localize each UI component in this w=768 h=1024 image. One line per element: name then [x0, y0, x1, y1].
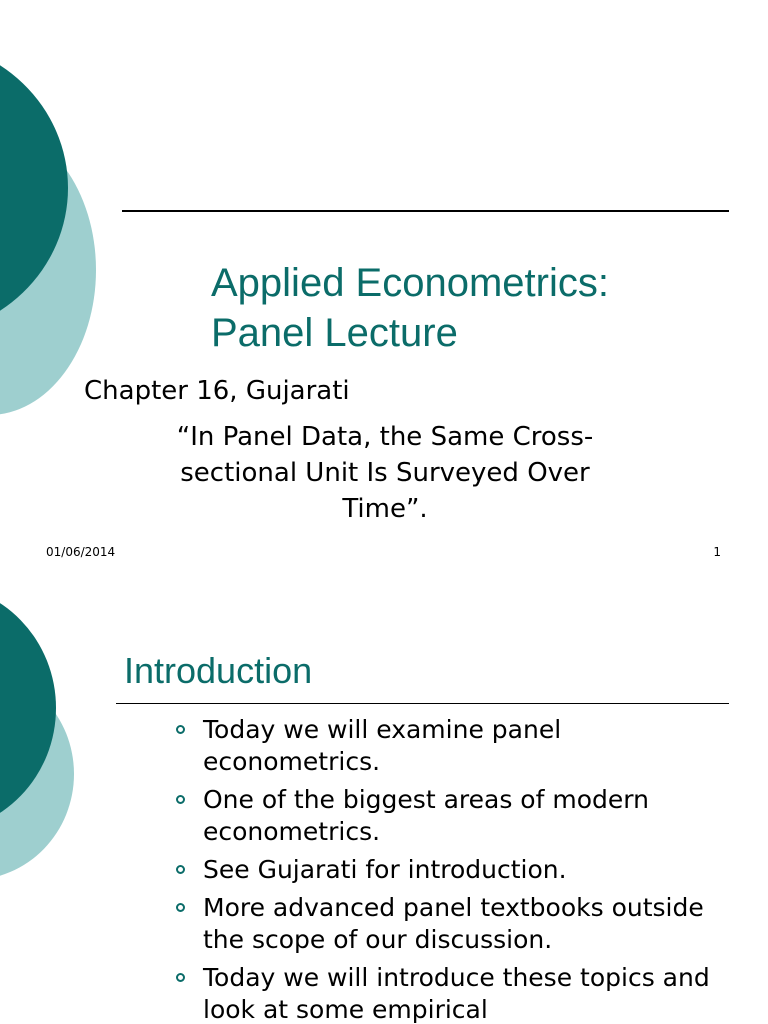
title-rule	[116, 703, 729, 704]
slide-footer-page-number: 1	[713, 545, 721, 559]
quote-line: Time”.	[342, 494, 428, 524]
title-rule	[122, 210, 729, 212]
bullet-item	[176, 962, 736, 1024]
bullet-text: Today we will introduce these topics and look at some empirical	[203, 963, 710, 1024]
bullet-text: More advanced panel textbooks outside the scope of our discussion.	[203, 893, 704, 954]
slide-footer-date: 01/06/2014	[46, 545, 116, 559]
bullet-item	[176, 784, 736, 848]
quote-line: sectional Unit Is Surveyed Over	[180, 458, 590, 488]
hollow-bullet-icon	[176, 795, 185, 804]
bullet-text: One of the biggest areas of modern econometrics.	[203, 785, 649, 846]
hollow-bullet-icon	[176, 973, 185, 982]
slide-quote	[120, 419, 650, 527]
slide-title: Introduction	[124, 650, 313, 691]
bullet-list	[176, 714, 736, 1024]
bullet-item	[176, 854, 736, 886]
hollow-bullet-icon	[176, 725, 185, 734]
hollow-bullet-icon	[176, 865, 185, 874]
bullet-text: Today we will examine panel econometrics.	[203, 715, 562, 776]
bullet-item	[176, 892, 736, 956]
hollow-bullet-icon	[176, 903, 185, 912]
quote-line: “In Panel Data, the Same Cross-	[176, 422, 594, 452]
slide-title-line: Panel Lecture	[211, 311, 458, 355]
slide-2	[0, 584, 768, 1024]
bullet-text: See Gujarati for introduction.	[203, 855, 567, 884]
slide-title	[211, 258, 731, 358]
slide-subtitle: Chapter 16, Gujarati	[84, 376, 350, 406]
bullet-item	[176, 714, 736, 778]
slide-title-line: Applied Econometrics:	[211, 261, 609, 305]
